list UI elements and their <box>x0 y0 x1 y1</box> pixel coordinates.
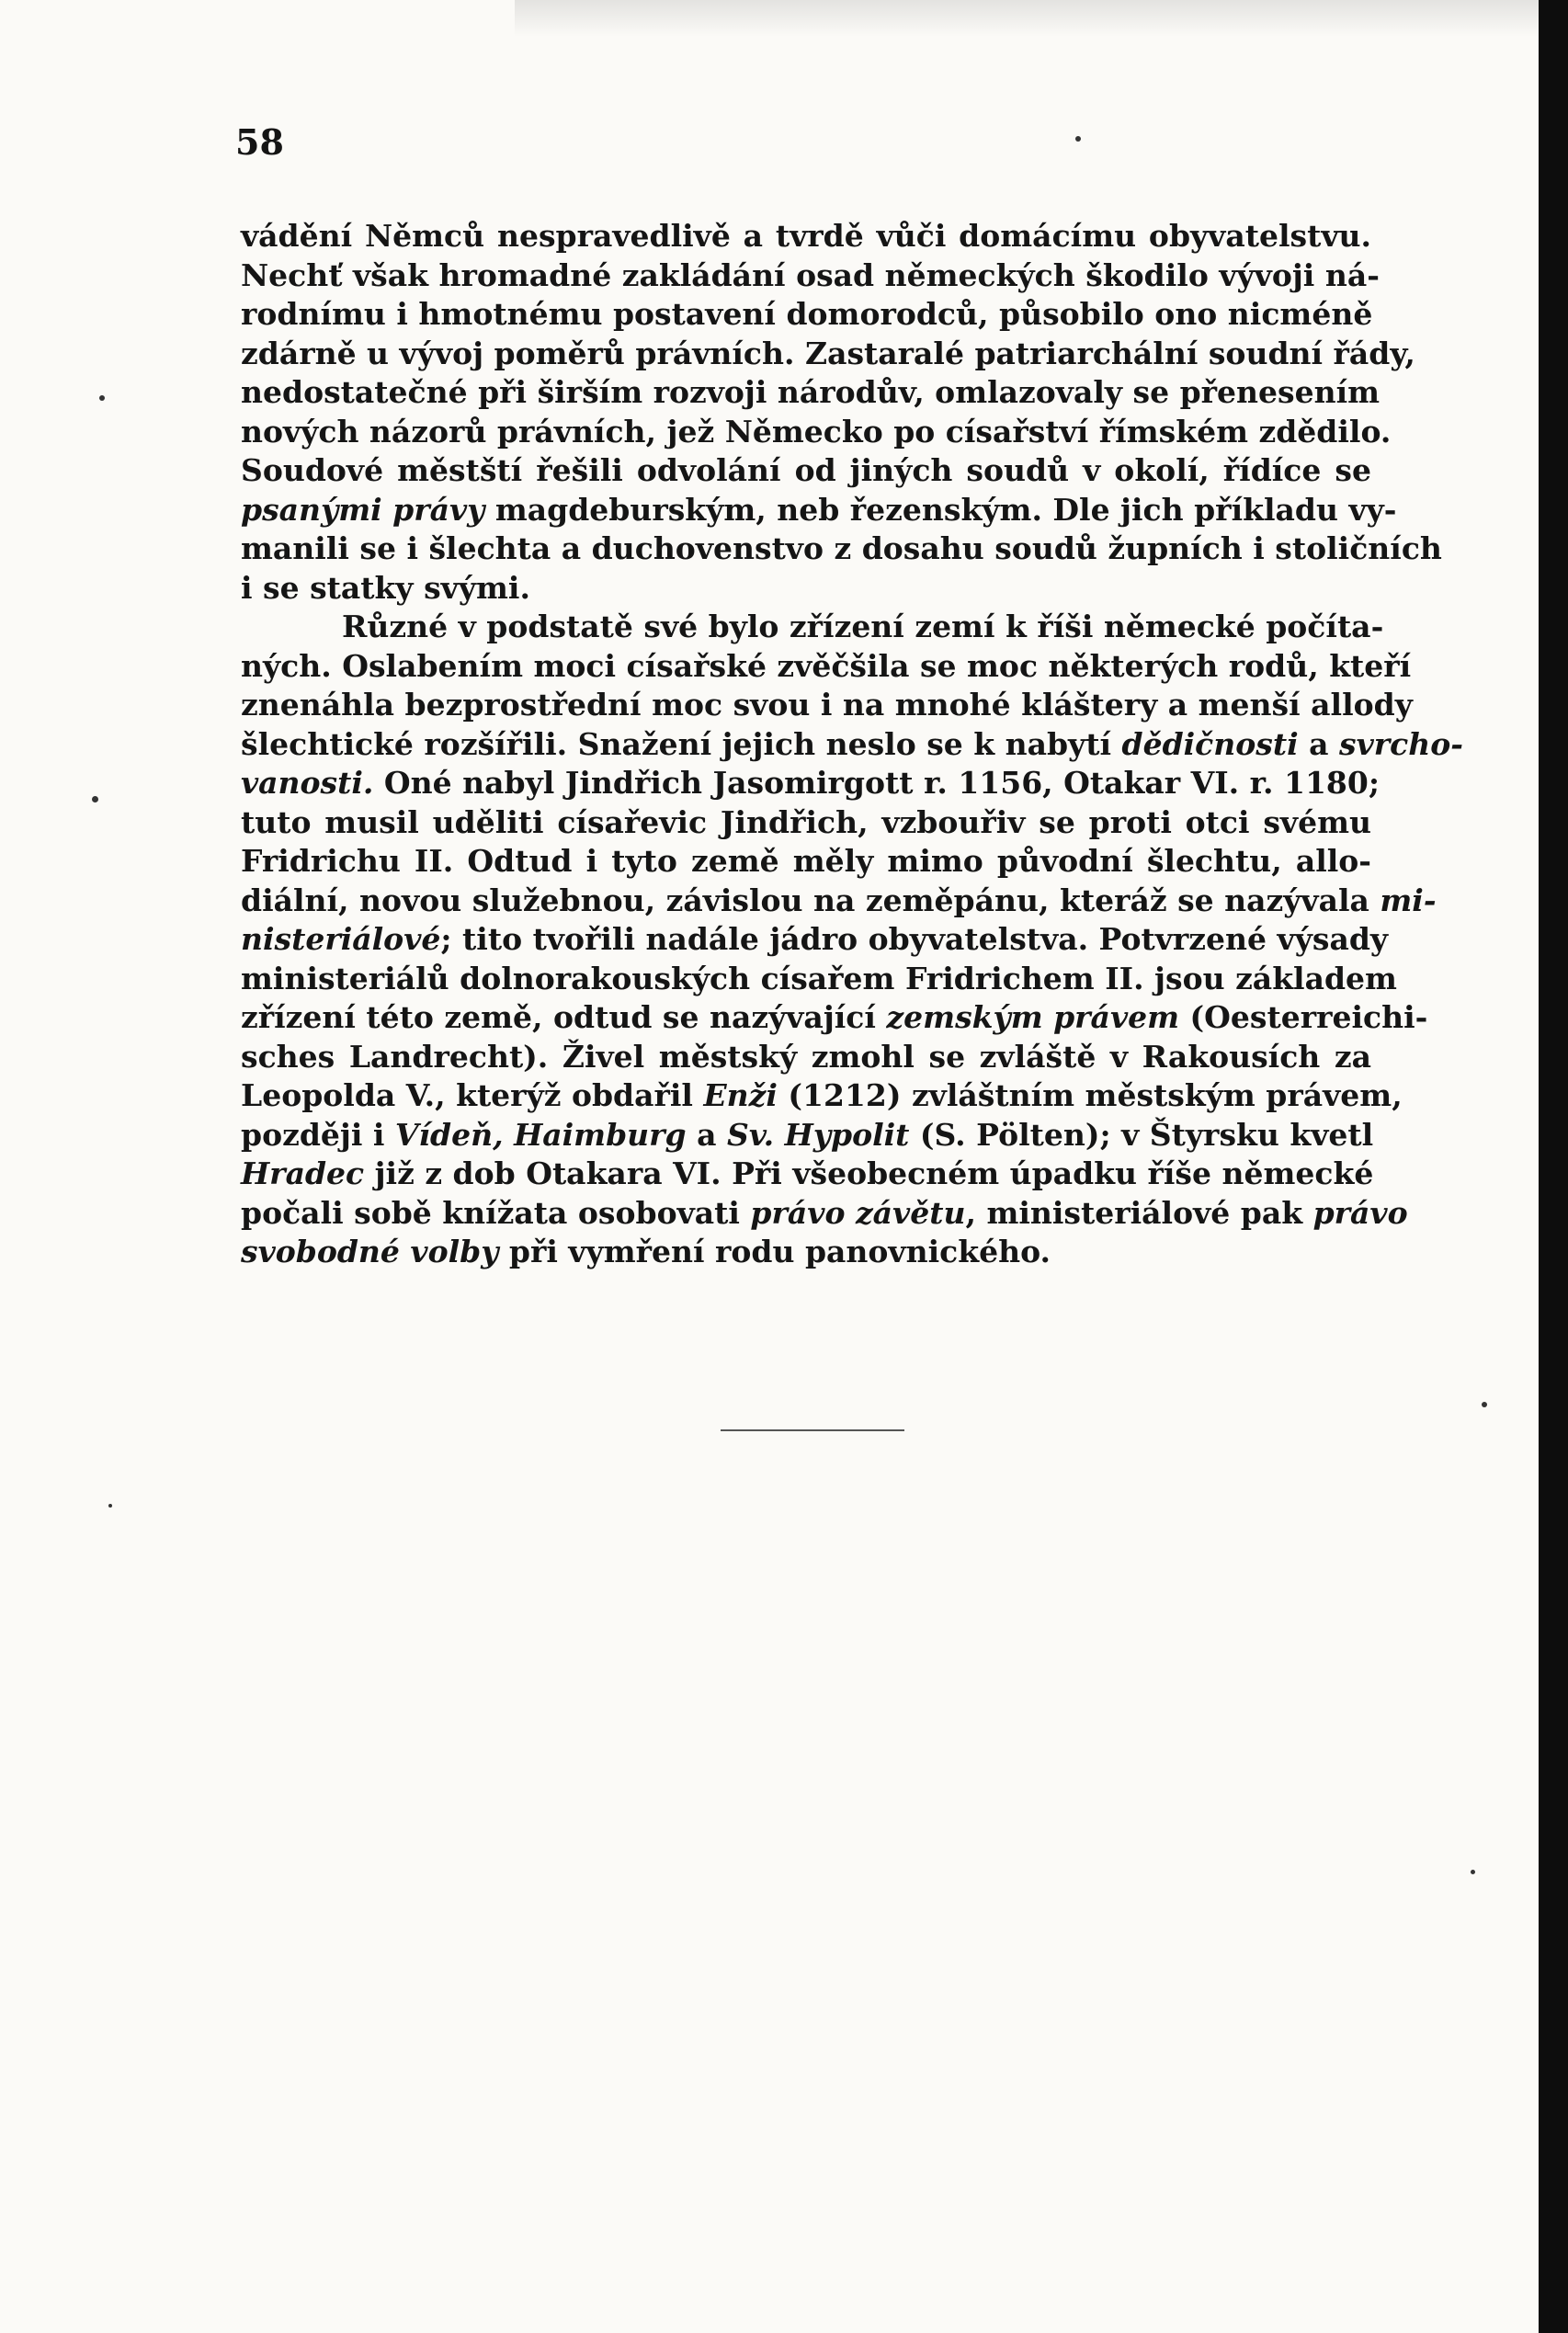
paragraph <box>241 217 1442 608</box>
text-line <box>241 998 1428 1038</box>
text-body <box>241 217 1463 1272</box>
text-line <box>241 217 1371 256</box>
text-run: zřízení této země, odtud se nazývající <box>241 999 887 1035</box>
paper-speck <box>108 1504 112 1508</box>
text-line <box>241 335 1415 374</box>
text-line <box>241 1233 1371 1272</box>
text-line <box>241 1038 1371 1077</box>
text-run: diální, novou služebnou, závislou na zeměpánu, kteráž se nazývala <box>241 882 1381 918</box>
text-line <box>241 1194 1408 1234</box>
text-run: znenáhla bezprostřední moc svou i na mnohé kláštery a menší allody <box>241 687 1413 723</box>
italic-text: svobodné volby <box>241 1234 499 1269</box>
paper-speck <box>1075 136 1081 142</box>
text-run: (Oesterreichi- <box>1179 999 1428 1035</box>
italic-text: Enži <box>703 1077 778 1113</box>
paper-speck <box>99 395 105 401</box>
page-number: 58 <box>235 121 284 163</box>
text-line <box>241 1076 1403 1116</box>
text-line <box>241 451 1371 491</box>
text-line <box>241 295 1371 335</box>
text-run: ministeriálů dolnorakouských císařem Fridrichem II. jsou základem <box>241 960 1397 996</box>
text-run: magdeburským, neb řezenským. Dle jich příkladu vy- <box>484 491 1397 528</box>
italic-text: mi- <box>1380 882 1437 918</box>
italic-text: nisteriálové <box>241 921 441 957</box>
text-run: a <box>686 1116 727 1153</box>
text-line <box>241 608 1384 647</box>
text-run: později i <box>241 1116 395 1153</box>
text-run: zdárně u vývoj poměrů právních. Zastaralé patriarchální soudní řády, <box>241 335 1415 371</box>
italic-text: Sv. Hypolit <box>727 1116 910 1153</box>
text-line <box>241 413 1392 452</box>
text-run: počali sobě knížata osobovati <box>241 1194 751 1231</box>
paper-speck <box>92 796 98 802</box>
text-line <box>241 647 1412 687</box>
text-run: Fridrichu II. Odtud i tyto země měly mimo původní šlechtu, allo- <box>241 843 1371 879</box>
italic-text: Vídeň, Haimburg <box>394 1116 687 1153</box>
text-run: nových názorů právních, jež Německo po císařství římském zdědilo. <box>241 413 1392 450</box>
text-run: manili se i šlechta a duchovenstvo z dosahu soudů župních i stoličních <box>241 530 1442 566</box>
text-line <box>241 529 1442 569</box>
text-line <box>241 1116 1374 1155</box>
italic-text: svrcho- <box>1339 725 1463 762</box>
text-line <box>241 920 1389 960</box>
text-run: Oné nabyl Jindřich Jasomirgott r. 1156, Otakar VI. r. 1180; <box>373 765 1381 801</box>
italic-text: právo závětu <box>750 1194 966 1231</box>
text-run: Nechť však hromadné zakládání osad německých škodilo vývoji ná- <box>241 256 1380 293</box>
italic-text: psanými právy <box>241 491 485 528</box>
text-run: , ministeriálové pak <box>965 1194 1313 1231</box>
text-run: vádění Němců nespravedlivě a tvrdě vůči domácímu obyvatelstvu. <box>241 218 1371 254</box>
text-line <box>241 764 1381 803</box>
text-run: a <box>1298 725 1340 762</box>
text-run: ných. Oslabením moci císařské zvěčšila se moc některých rodů, kteří <box>241 647 1412 684</box>
text-line <box>241 491 1397 530</box>
section-rule <box>721 1429 904 1431</box>
italic-text: Hradec <box>241 1155 365 1191</box>
text-run: nedostatečné při širším rozvoji národův, omlazovaly se přenesením <box>241 374 1381 410</box>
text-line <box>241 725 1463 765</box>
text-line <box>241 373 1381 413</box>
text-run: již z dob Otakara VI. Při všeobecném úpadku říše německé <box>364 1155 1374 1191</box>
text-run: šlechtické rozšířili. Snažení jejich neslo se k nabytí <box>241 725 1122 762</box>
italic-text: dědičnosti <box>1121 725 1299 762</box>
paragraph <box>241 608 1463 1272</box>
text-line <box>241 842 1371 882</box>
text-run: i se statky svými. <box>241 569 530 606</box>
italic-text: vanosti. <box>241 765 374 801</box>
text-run: tuto musil uděliti císařevic Jindřich, vzbouřiv se proti otci svému <box>241 803 1371 840</box>
page-edge-shadow <box>515 0 1539 37</box>
text-run: sches Landrecht). Živel městský zmohl se zvláště v Rakousích za <box>241 1038 1371 1075</box>
text-run: Různé v podstatě své bylo zřízení zemí k říši německé počíta- <box>342 609 1384 644</box>
text-run: rodnímu i hmotnému postavení domorodců, působilo ono nicméně <box>241 296 1373 332</box>
text-line <box>241 686 1413 725</box>
text-line <box>241 882 1437 921</box>
text-line <box>241 960 1397 999</box>
text-line <box>241 1155 1374 1194</box>
paper-speck <box>1482 1402 1487 1407</box>
text-run: při vymření rodu panovnického. <box>498 1234 1051 1269</box>
text-run: (1212) zvláštním městským právem, <box>777 1077 1403 1113</box>
italic-text: zemským právem <box>886 999 1180 1035</box>
text-run: Soudové městští řešili odvolání od jiných soudů v okolí, řídíce se <box>241 452 1371 488</box>
text-line <box>241 803 1371 843</box>
paper-speck <box>1471 1870 1475 1874</box>
italic-text: právo <box>1312 1194 1408 1231</box>
text-line <box>241 569 1371 609</box>
text-run: Leopolda V., kterýž obdařil <box>241 1077 704 1113</box>
text-run: ; tito tvořili nadále jádro obyvatelstva. Potvrzené výsady <box>440 921 1389 957</box>
text-line <box>241 256 1380 296</box>
text-run: (S. Pölten); v Štyrsku kvetl <box>909 1116 1374 1153</box>
